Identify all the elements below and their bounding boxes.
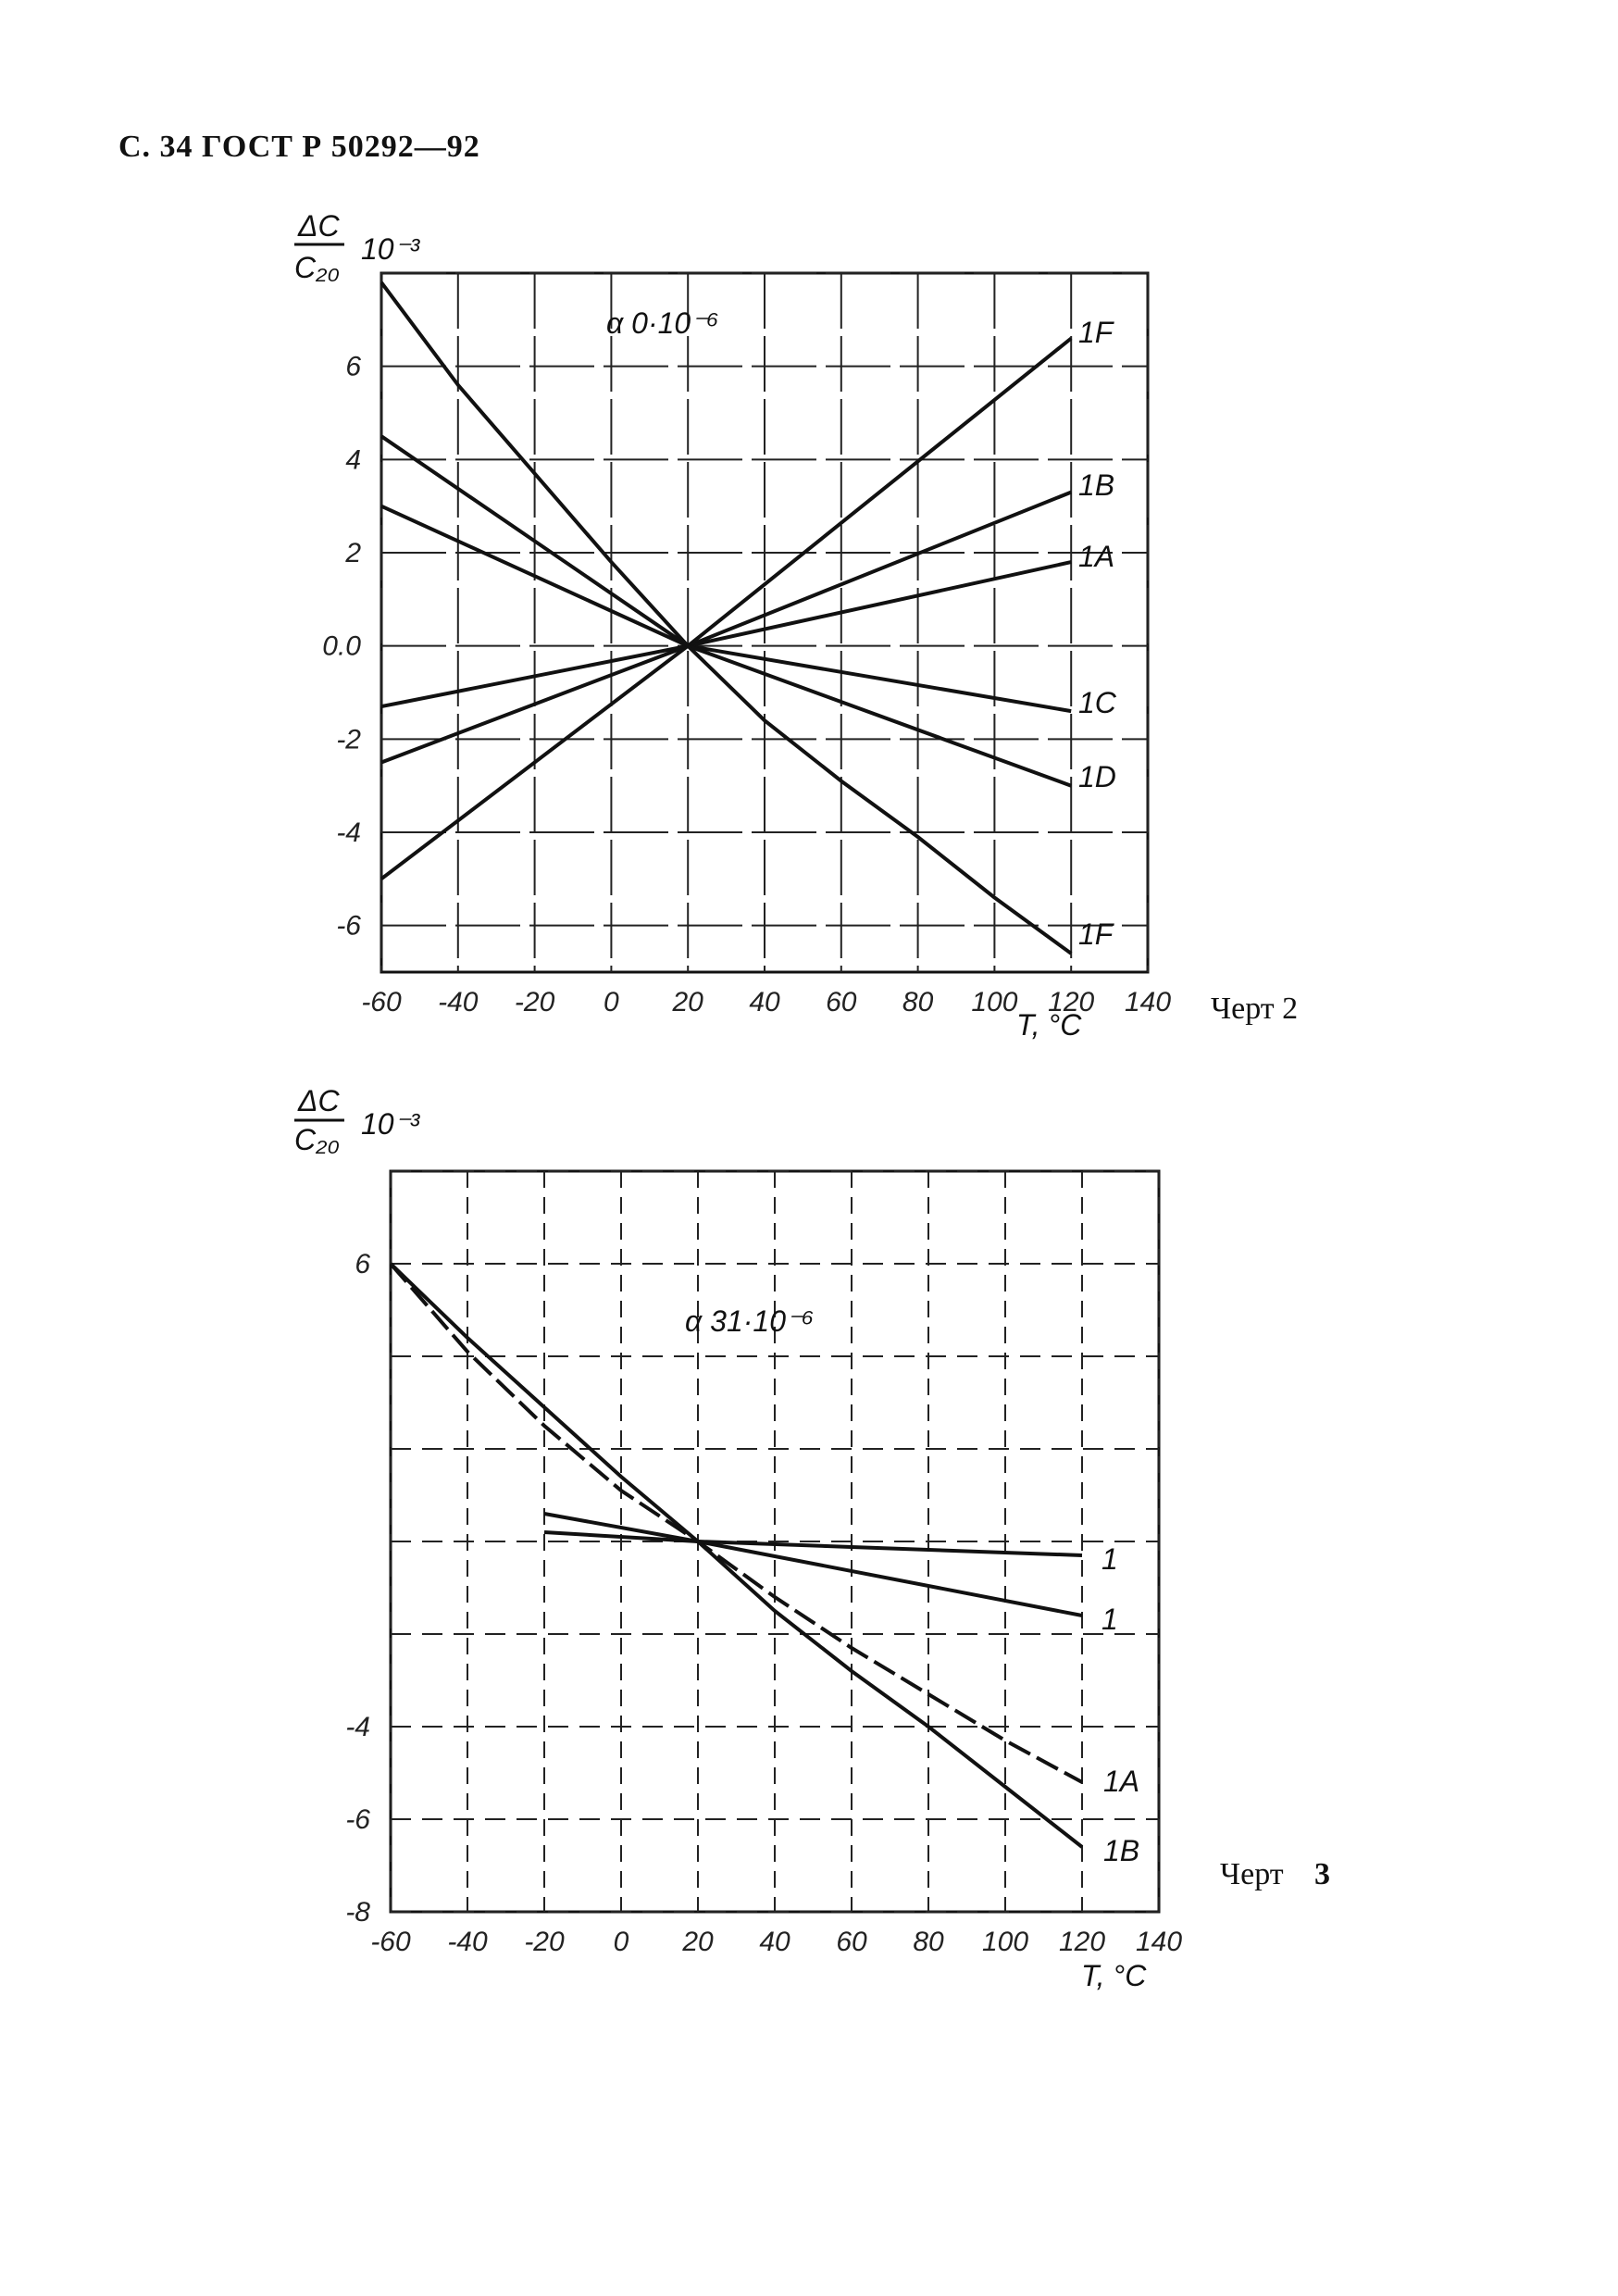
chart-1-series-line bbox=[381, 282, 1071, 954]
chart-2-x-tick-label: 120 bbox=[1058, 1927, 1106, 1957]
page-header: С. 34 ГОСТ Р 50292—92 bbox=[118, 130, 480, 164]
chart-1-x-tick-label: -40 bbox=[438, 987, 479, 1017]
chart-2-series-line bbox=[544, 1532, 1082, 1555]
chart-1-series-line bbox=[381, 436, 1071, 786]
chart-1-y-tick-label: -4 bbox=[336, 817, 361, 848]
chart-1-series-label: 1F bbox=[1078, 917, 1114, 951]
chart-2-x-tick-label: 0 bbox=[613, 1927, 629, 1957]
chart-2-grid bbox=[391, 1171, 1159, 1912]
chart-2-series bbox=[391, 1264, 1139, 1867]
chart-1-y-tick-label: 2 bbox=[345, 538, 361, 568]
chart-1-series-line bbox=[381, 339, 1071, 880]
chart-1-series-line bbox=[381, 493, 1071, 763]
chart-1-y-tick-label: 4 bbox=[345, 444, 361, 476]
chart-2-y-tick-label: -4 bbox=[345, 1712, 370, 1742]
chart-1-grid bbox=[381, 273, 1148, 972]
chart-1-x-tick-label: 80 bbox=[902, 987, 934, 1017]
chart-1-caption: Черт 2 bbox=[1211, 992, 1299, 1026]
chart-2-x-tick-label: -40 bbox=[447, 1927, 488, 1957]
chart-1-x-tick-label: 0 bbox=[604, 987, 619, 1017]
chart-1-x-tick-label: 40 bbox=[749, 987, 780, 1017]
chart-2-series-line bbox=[391, 1264, 1082, 1847]
chart-1 bbox=[294, 209, 1298, 1042]
chart-2-x-tick-label: 20 bbox=[682, 1927, 714, 1957]
chart-2-x-tick-label: 140 bbox=[1135, 1927, 1183, 1957]
chart-1-annotation: α 0·10⁻⁶ bbox=[606, 306, 719, 340]
chart-1-y-tick-label: -6 bbox=[336, 910, 361, 942]
chart-1-series-label: 1A bbox=[1078, 540, 1115, 573]
chart-1-series-label: 1C bbox=[1078, 686, 1116, 719]
chart-2-y-tick-label: -6 bbox=[345, 1804, 370, 1835]
chart-1-x-tick-label: 120 bbox=[1048, 987, 1095, 1017]
chart-2-annotation: α 31·10⁻⁶ bbox=[685, 1304, 815, 1338]
chart-2-series-label: 1 bbox=[1101, 1542, 1118, 1576]
chart-2-series-label: 1A bbox=[1103, 1765, 1140, 1798]
chart-2-series-label: 1 bbox=[1101, 1603, 1118, 1636]
chart-2-y-denominator: C₂₀ bbox=[294, 1123, 340, 1156]
chart-1-x-tick-label: 100 bbox=[971, 987, 1018, 1017]
chart-2-series-line bbox=[544, 1514, 1082, 1616]
chart-1-y-tick-label: 0.0 bbox=[322, 630, 361, 662]
chart-2-y-tick-label: 6 bbox=[355, 1249, 370, 1279]
chart-1-series bbox=[381, 282, 1117, 954]
chart-2-caption-number: 3 bbox=[1314, 1857, 1330, 1891]
chart-1-series-label: 1D bbox=[1078, 760, 1116, 793]
chart-2-caption: Черт bbox=[1220, 1857, 1284, 1891]
chart-2-series-label: 1B bbox=[1103, 1834, 1140, 1867]
chart-2-x-tick-label: 60 bbox=[836, 1927, 867, 1957]
chart-1-x-tick-label: -20 bbox=[514, 987, 555, 1017]
chart-1-series-line bbox=[381, 506, 1071, 711]
chart-2-x-axis-label: T, °C bbox=[1081, 1959, 1147, 1992]
chart-1-x-tick-label: -60 bbox=[361, 987, 402, 1017]
chart-2-x-tick-label: -60 bbox=[370, 1927, 411, 1957]
chart-2-y-tick-label: -8 bbox=[345, 1897, 370, 1928]
chart-1-series-label: 1B bbox=[1078, 468, 1115, 502]
chart-1-series-label: 1F bbox=[1078, 316, 1114, 349]
chart-1-x-tick-label: 140 bbox=[1124, 987, 1172, 1017]
chart-1-y-tick-label: -2 bbox=[336, 724, 361, 755]
chart-1-y-denominator: C₂₀ bbox=[294, 251, 340, 284]
chart-2-x-tick-label: 80 bbox=[913, 1927, 944, 1957]
chart-1-y-numerator: ΔC bbox=[298, 209, 340, 243]
chart-1-y-tick-label: 6 bbox=[345, 351, 361, 382]
chart-2-series-line bbox=[391, 1264, 1082, 1782]
chart-2-x-tick-label: 100 bbox=[981, 1927, 1029, 1957]
chart-1-ticks bbox=[322, 352, 1171, 1017]
chart-1-y-axis-label bbox=[294, 209, 347, 284]
chart-2-y-unit: 10⁻³ bbox=[361, 1107, 420, 1141]
chart-1-y-unit: 10⁻³ bbox=[361, 232, 420, 266]
chart-1-x-axis-label: T, °C bbox=[1016, 1008, 1082, 1042]
chart-1-x-tick-label: 60 bbox=[826, 987, 857, 1017]
chart-2-x-tick-label: -20 bbox=[524, 1927, 565, 1957]
chart-1-x-tick-label: 20 bbox=[672, 987, 703, 1017]
chart-2 bbox=[294, 1084, 1330, 1992]
chart-2-y-numerator: ΔC bbox=[298, 1084, 340, 1117]
chart-2-x-tick-label: 40 bbox=[759, 1927, 790, 1957]
